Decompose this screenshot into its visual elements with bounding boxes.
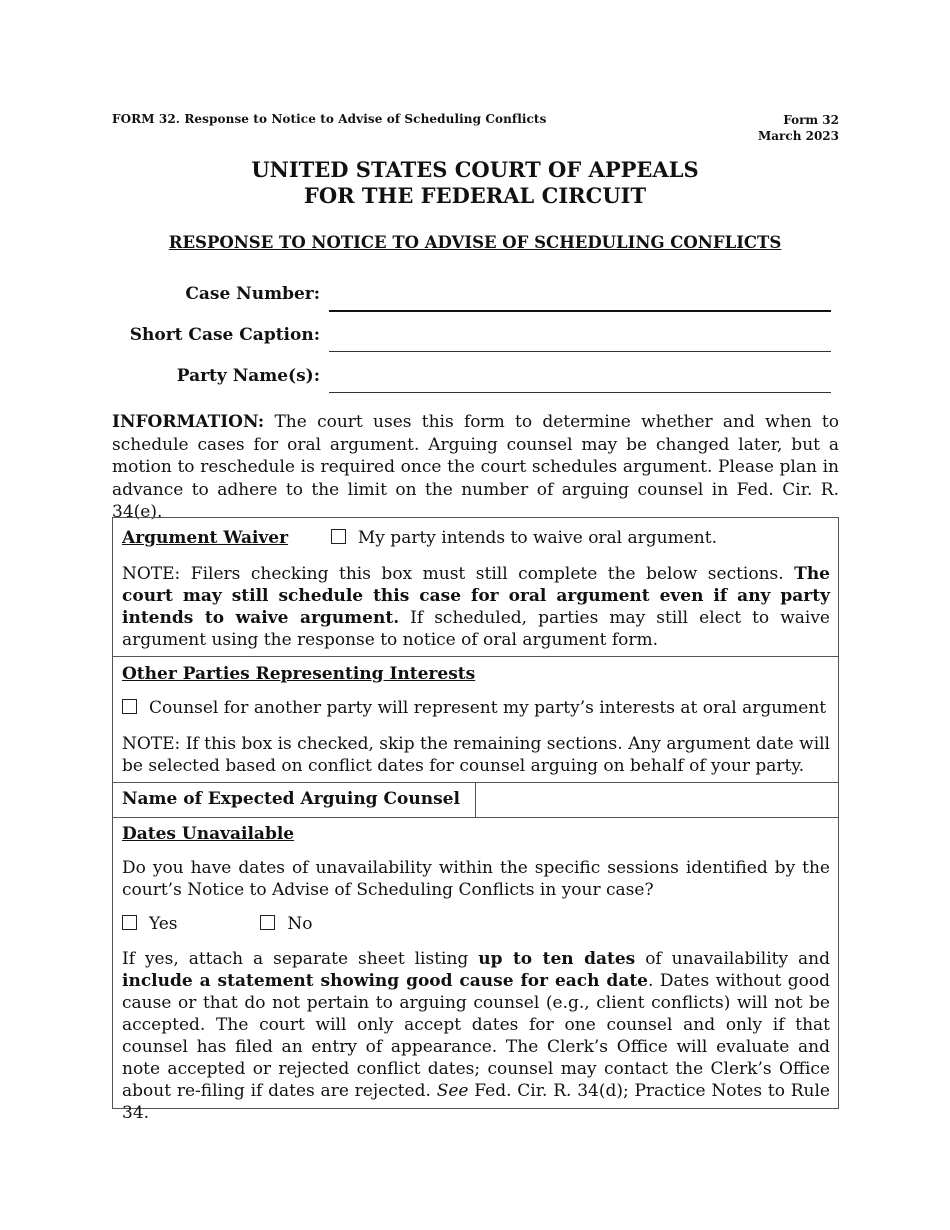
information-paragraph <box>112 411 839 524</box>
form-date: March 2023 <box>758 129 839 143</box>
court-title-line1: UNITED STATES COURT OF APPEALS <box>251 157 699 182</box>
other-party-represents-checkbox[interactable] <box>122 699 137 714</box>
arguing-counsel-input[interactable] <box>477 784 839 818</box>
dates-unavailable-options <box>122 914 830 934</box>
dates-unavailable-instructions <box>122 948 830 1124</box>
instructions-italic: See <box>436 1081 469 1101</box>
short-caption-label: Short Case Caption: <box>129 325 320 345</box>
information-lead: INFORMATION: <box>112 412 265 432</box>
dates-unavailable-heading: Dates Unavailable <box>122 824 295 844</box>
information-text: The court uses this form to determine whether and when to schedule cases for oral argument. Arguing counsel may be changed later, but a motion to reschedule is required once the court schedules argument. Please plan in advance to adhere to the limit on the number of arguing counsel in Fed. Cir. R. 34(e). <box>112 412 839 522</box>
form-number: Form 32 <box>783 113 839 127</box>
case-number-row <box>112 284 832 314</box>
court-title-line2: FOR THE FEDERAL CIRCUIT <box>303 183 647 208</box>
arguing-counsel-label: Name of Expected Arguing Counsel <box>122 789 460 809</box>
waive-argument-label: My party intends to waive oral argument. <box>357 528 717 548</box>
instructions-text-3: . Dates without good cause or that do not pertain to arguing counsel (e.g., client conflicts) will not be accepted. The court will only accept dates for one counsel and only if that counsel has filed an entry of appearance. The Clerk’s Office will evaluate and note accepted or rejected conflict dates; counsel may contact the Clerk’s Office about re-filing if dates are rejected. <box>122 971 831 1101</box>
dates-no-checkbox[interactable] <box>260 915 275 930</box>
party-names-row <box>112 366 832 396</box>
other-parties-section <box>113 657 838 783</box>
dates-yes-checkbox[interactable] <box>122 915 137 930</box>
argument-waiver-section <box>113 518 838 657</box>
arguing-counsel-divider <box>475 783 476 817</box>
form-title: RESPONSE TO NOTICE TO ADVISE OF SCHEDULING CONFLICTS <box>168 233 782 252</box>
short-caption-field[interactable] <box>329 351 831 352</box>
dates-unavailable-question: Do you have dates of unavailability within the specific sessions identified by the court’s Notice to Advise of Scheduling Conflicts in your case? <box>122 858 830 900</box>
argument-waiver-note-text-2: If scheduled, parties may still elect to waive argument using the response to notice of oral argument form. <box>122 608 830 650</box>
other-party-represents-label: Counsel for another party will represent my party’s interests at oral argument <box>149 698 827 718</box>
instructions-text-1: If yes, attach a separate sheet listing <box>122 949 479 969</box>
party-names-field[interactable] <box>329 392 831 393</box>
form-header-meta <box>700 112 839 144</box>
court-title <box>0 157 950 209</box>
short-caption-row <box>112 325 832 355</box>
form-sections-box <box>112 517 839 1123</box>
other-parties-note: NOTE: If this box is checked, skip the remaining sections. Any argument date will be selected based on conflict dates for counsel arguing on behalf of your party. <box>122 734 830 776</box>
argument-waiver-note-bold: The court may still schedule this case for oral argument even if any party intends to waive argument. <box>122 564 830 628</box>
argument-waiver-heading: Argument Waiver <box>122 528 289 548</box>
other-parties-heading: Other Parties Representing Interests <box>122 664 476 684</box>
dates-unavailable-section <box>113 818 838 1123</box>
party-names-label: Party Name(s): <box>176 366 320 386</box>
arguing-counsel-row <box>113 783 838 818</box>
argument-waiver-row <box>122 528 830 548</box>
case-number-label: Case Number: <box>185 284 320 304</box>
instructions-bold-1: up to ten dates <box>478 949 636 969</box>
argument-waiver-note <box>122 563 830 651</box>
dates-no-label: No <box>287 914 313 934</box>
form-header-title: FORM 32. Response to Notice to Advise of Scheduling Conflicts <box>112 112 547 126</box>
other-parties-row <box>122 698 830 718</box>
instructions-bold-2: include a statement showing good cause for each date <box>122 971 649 991</box>
instructions-text-4: Fed. Cir. R. 34(d); Practice Notes to Rule 34. <box>122 1081 830 1123</box>
case-number-field[interactable] <box>329 310 831 312</box>
waive-argument-checkbox[interactable] <box>331 529 346 544</box>
instructions-text-2: of unavailability and <box>635 949 830 969</box>
dates-yes-label: Yes <box>149 914 178 934</box>
argument-waiver-note-text: NOTE: Filers checking this box must still complete the below sections. <box>122 564 795 584</box>
